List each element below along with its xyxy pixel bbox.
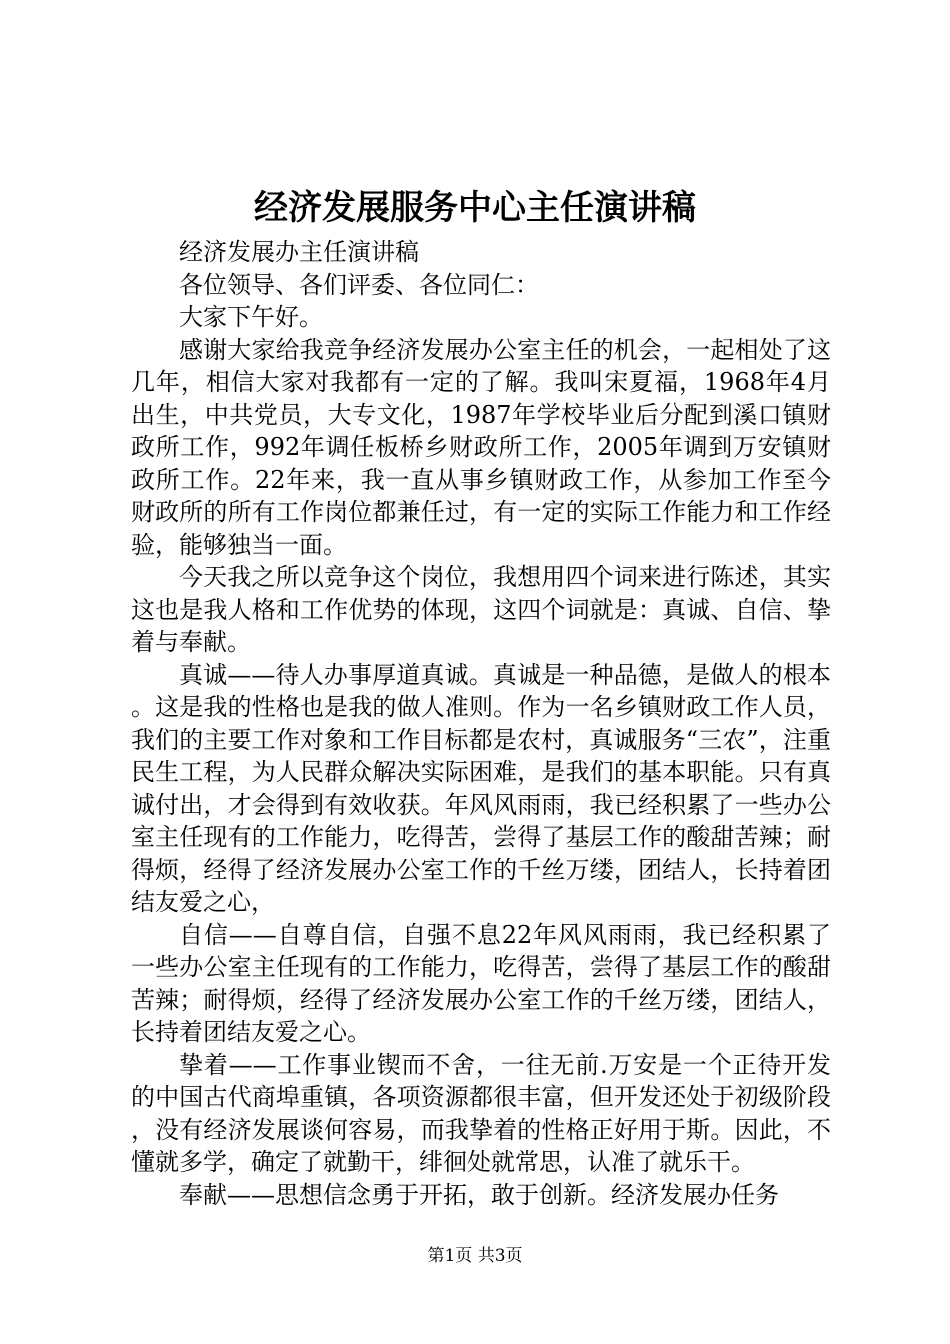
paragraph: 今天我之所以竞争这个岗位，我想用四个词来进行陈述，其实这也是我人格和工作优势的体现，这四个词就是：真诚、自信、挚着与奉献。: [131, 563, 831, 656]
document-body: [131, 236, 831, 1211]
page-number-footer: 第1页 共3页: [427, 1246, 523, 1266]
paragraph: 大家下午好。: [179, 303, 323, 331]
paragraph: 挚着——工作事业锲而不舍，一往无前.万安是一个正待开发的中国古代商埠重镇，各项资源都很丰富，但开发还处于初级阶段，没有经济发展谈何容易，而我挚着的性格正好用于斯。因此，不懂就多学，确定了就勤干，绯徊处就常思，认准了就乐干。: [131, 1050, 831, 1176]
paragraph: 各位领导、各们评委、各位同仁：: [179, 270, 539, 299]
paragraph: 自信——自尊自信，自强不息22年风风雨雨，我已经积累了一些办公室主任现有的工作能力，吃得苦，尝得了基层工作的酸甜苦辣；耐得烦，经得了经济发展办公室工作的千丝万缕，团结人，长持着团结友爱之心。: [131, 920, 831, 1046]
paragraph: 经济发展办主任演讲稿: [179, 238, 419, 266]
paragraph: 真诚——待人办事厚道真诚。真诚是一种品德，是做人的根本。这是我的性格也是我的做人准则。作为一名乡镇财政工作人员，我们的主要工作对象和工作目标都是农村，真诚服务“三农”，注重民生工程，为人民群众解决实际困难，是我们的基本职能。只有真诚付出，才会得到有效收获。年风风雨雨，我已经积累了一些办公室主任现有的工作能力，吃得苦，尝得了基层工作的酸甜苦辣；耐得烦，经得了经济发展办公室工作的千丝万缕，团结人，长持着团结友爱之心，: [131, 660, 831, 916]
paragraph: 感谢大家给我竞争经济发展办公室主任的机会，一起相处了这几年，相信大家对我都有一定的了解。我叫宋夏福，1968年4月出生，中共党员，大专文化，1987年学校毕业后分配到溪口镇财政所工作，992年调任板桥乡财政所工作，2005年调到万安镇财政所工作。22年来，我一直从事乡镇财政工作，从参加工作至今财政所的所有工作岗位都兼任过，有一定的实际工作能力和工作经验，能够独当一面。: [131, 335, 831, 559]
paragraph: 奉献——思想信念勇于开拓，敢于创新。经济发展办任务: [179, 1180, 779, 1209]
document-title: 经济发展服务中心主任演讲稿: [254, 188, 696, 228]
